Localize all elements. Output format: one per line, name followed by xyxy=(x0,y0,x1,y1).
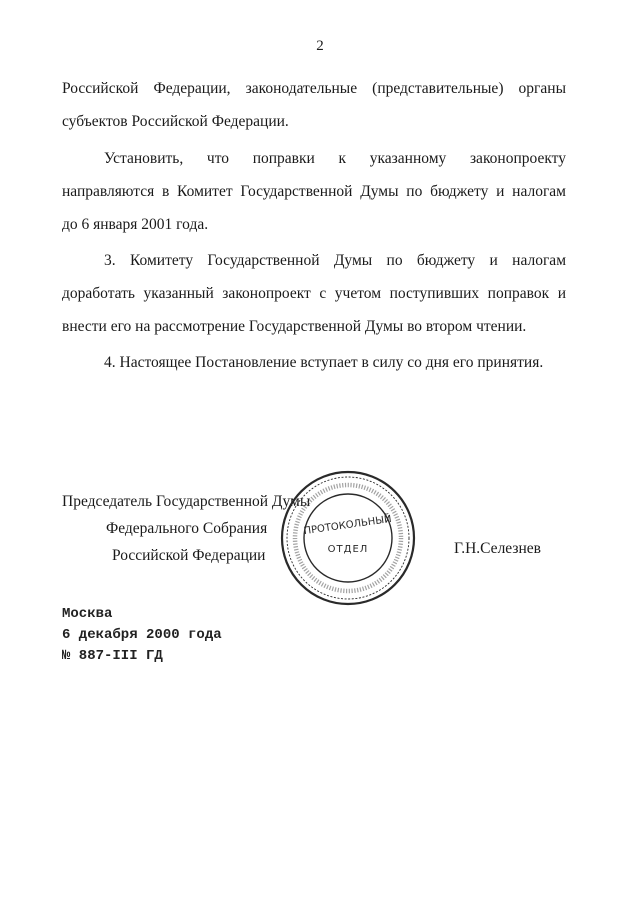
signature-title xyxy=(62,488,310,515)
signer-position-line-2: Федерального Собрания xyxy=(106,520,268,537)
paragraph-item-4 xyxy=(62,346,566,379)
signer-name: Г.Н.Селезнев xyxy=(454,540,541,557)
paragraph-amendments-deadline xyxy=(62,142,566,241)
paragraph-line: субъектов Российской Федерации. xyxy=(62,113,289,130)
page-number: 2 xyxy=(316,38,324,54)
footer-date: 6 декабря 2000 года xyxy=(62,627,222,643)
paragraph-line: направляются в Комитет Государственной Думы по бюджету и налогам xyxy=(62,183,566,200)
signature-title xyxy=(112,542,265,569)
signature-title xyxy=(106,515,267,542)
seal-graphic xyxy=(278,468,418,608)
paragraph-line: 4. Настоящее Постановление вступает в силу со дня его принятия. xyxy=(104,354,544,371)
paragraph-line: Российской Федерации, законодательные (представительные) органы xyxy=(62,80,566,97)
paragraph-continuation xyxy=(62,72,566,138)
paragraph-line: Установить, что поправки к указанному законопроекту xyxy=(104,150,566,167)
paragraph-line: до 6 января 2001 года. xyxy=(62,216,209,233)
paragraph-line: внести его на рассмотрение Государственной Думы во втором чтении. xyxy=(62,318,527,335)
document-footer xyxy=(62,604,222,667)
paragraph-line: 3. Комитету Государственной Думы по бюджету и налогам xyxy=(104,252,566,269)
official-seal-stamp xyxy=(278,468,418,608)
seal-center-top-text: ПРОТОКОЛЬНЫЙ xyxy=(303,513,393,538)
signer-position-line-1: Председатель Государственной Думы xyxy=(62,493,311,510)
paragraph-item-3 xyxy=(62,244,566,343)
footer-document-number: № 887-III ГД xyxy=(62,648,163,664)
paragraph-line: доработать указанный законопроект с учетом поступивших поправок и xyxy=(62,285,566,302)
signer-position-line-3: Российской Федерации xyxy=(112,547,266,564)
seal-center-bottom-text: ОТДЕЛ xyxy=(327,544,369,555)
footer-city: Москва xyxy=(62,606,113,622)
